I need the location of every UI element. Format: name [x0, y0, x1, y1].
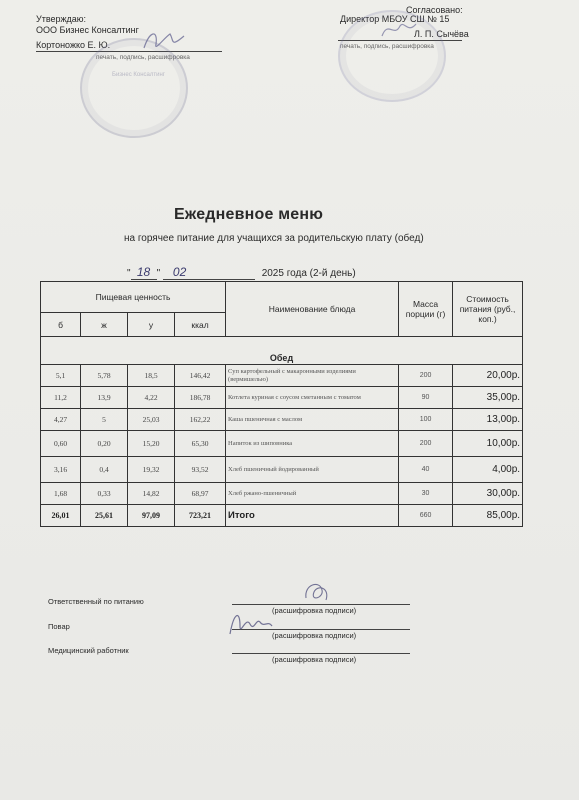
- date-month: 02: [163, 265, 255, 280]
- total-zh: 25,61: [81, 505, 128, 527]
- total-kcal: 723,21: [175, 505, 226, 527]
- signature-nutrition-image: [300, 578, 334, 606]
- stamp-left-text: Бизнес Консалтинг: [112, 72, 165, 78]
- cell-b: 3,16: [41, 457, 81, 483]
- total-price: 85,00р.: [453, 505, 523, 527]
- cell-kcal: 68,97: [175, 483, 226, 505]
- cell-b: 4,27: [41, 409, 81, 431]
- cell-mass: 100: [399, 409, 453, 431]
- cell-zh: 5: [81, 409, 128, 431]
- cell-dish: Котлета куриная с соусом сметанным с томатом: [226, 387, 399, 409]
- approval-left-person: Кортоножко Е. Ю.: [36, 40, 111, 50]
- signature-role-cook: Повар: [48, 622, 70, 631]
- cell-mass: 200: [399, 431, 453, 457]
- signature-note-cook: (расшифровка подписи): [272, 631, 357, 640]
- cell-kcal: 186,78: [175, 387, 226, 409]
- quote-open: ": [127, 268, 131, 279]
- header-dish: Наименование блюда: [226, 282, 399, 337]
- table-row: [41, 409, 523, 431]
- cell-dish: Хлеб ржано-пшеничный: [226, 483, 399, 505]
- cell-u: 25,03: [128, 409, 175, 431]
- approval-left-note: печать, подпись, расшифровка: [96, 54, 190, 61]
- approval-left-heading: Утверждаю:: [36, 14, 87, 24]
- cell-u: 18,5: [128, 365, 175, 387]
- date-day: 18: [131, 265, 157, 280]
- menu-table: [40, 281, 523, 527]
- signature-line-medic: [232, 653, 410, 654]
- cell-price: 10,00р.: [453, 431, 523, 457]
- date-year: 2025 года (2-й день): [261, 268, 356, 279]
- signature-left-image: [140, 26, 190, 56]
- cell-kcal: 65,30: [175, 431, 226, 457]
- table-row: [41, 431, 523, 457]
- cell-zh: 0,33: [81, 483, 128, 505]
- table-row: [41, 365, 523, 387]
- header-zh: ж: [81, 313, 128, 337]
- cell-zh: 13,9: [81, 387, 128, 409]
- header-kcal: ккал: [175, 313, 226, 337]
- cell-mass: 40: [399, 457, 453, 483]
- page-title: Ежедневное меню: [174, 206, 324, 223]
- cell-kcal: 162,22: [175, 409, 226, 431]
- approval-left-org: ООО Бизнес Консалтинг: [36, 25, 139, 35]
- cell-mass: 30: [399, 483, 453, 505]
- total-label: Итого: [226, 505, 399, 527]
- total-row: [41, 505, 523, 527]
- approval-right-person: Л. П. Сычёва: [414, 29, 469, 39]
- header-nutrition: Пищевая ценность: [41, 282, 226, 313]
- cell-dish: Хлеб пшеничный йодированный: [226, 457, 399, 483]
- signature-role-nutrition: Ответственный по питанию: [48, 597, 144, 606]
- quote-close: ": [156, 268, 161, 279]
- cell-mass: 200: [399, 365, 453, 387]
- cell-u: 14,82: [128, 483, 175, 505]
- header-u: у: [128, 313, 175, 337]
- cell-dish: Напиток из шиповника: [226, 431, 399, 457]
- cell-b: 11,2: [41, 387, 81, 409]
- cell-b: 0,60: [41, 431, 81, 457]
- cell-zh: 0,4: [81, 457, 128, 483]
- cell-dish: Каша пшеничная с маслом: [226, 409, 399, 431]
- approval-right-position: Директор МБОУ СШ № 15: [340, 14, 450, 24]
- header-b: б: [41, 313, 81, 337]
- table-row: [41, 483, 523, 505]
- approval-right-note: печать, подпись, расшифровка: [340, 43, 434, 50]
- header-cost: Стоимость питания (руб., коп.): [453, 282, 523, 337]
- cell-u: 15,20: [128, 431, 175, 457]
- header-mass: Масса порции (г): [399, 282, 453, 337]
- cell-b: 5,1: [41, 365, 81, 387]
- approval-right-heading: Согласовано:: [406, 5, 463, 15]
- cell-kcal: 146,42: [175, 365, 226, 387]
- total-b: 26,01: [41, 505, 81, 527]
- cell-kcal: 93,52: [175, 457, 226, 483]
- cell-price: 4,00р.: [453, 457, 523, 483]
- signature-right-image: [380, 18, 420, 42]
- cell-price: 13,00р.: [453, 409, 523, 431]
- signature-cook-image: [226, 606, 276, 640]
- signature-role-medic: Медицинский работник: [48, 646, 129, 655]
- table-header-row-1: [41, 282, 523, 313]
- total-mass: 660: [399, 505, 453, 527]
- signature-note-medic: (расшифровка подписи): [272, 655, 357, 664]
- cell-u: 4,22: [128, 387, 175, 409]
- signature-note-nutrition: (расшифровка подписи): [272, 606, 357, 615]
- cell-zh: 0,20: [81, 431, 128, 457]
- cell-price: 30,00р.: [453, 483, 523, 505]
- date-line: [127, 265, 356, 280]
- total-u: 97,09: [128, 505, 175, 527]
- cell-price: 20,00р.: [453, 365, 523, 387]
- table-row: [41, 387, 523, 409]
- cell-price: 35,00р.: [453, 387, 523, 409]
- cell-dish: Суп картофельный с макаронными изделиями (вермишелью): [226, 365, 399, 387]
- cell-mass: 90: [399, 387, 453, 409]
- section-label: Обед: [41, 337, 523, 365]
- table-row: [41, 457, 523, 483]
- page-subtitle: на горячее питание для учащихся за родительскую плату (обед): [124, 233, 424, 244]
- cell-zh: 5,78: [81, 365, 128, 387]
- cell-b: 1,68: [41, 483, 81, 505]
- section-row: [41, 337, 523, 365]
- cell-u: 19,32: [128, 457, 175, 483]
